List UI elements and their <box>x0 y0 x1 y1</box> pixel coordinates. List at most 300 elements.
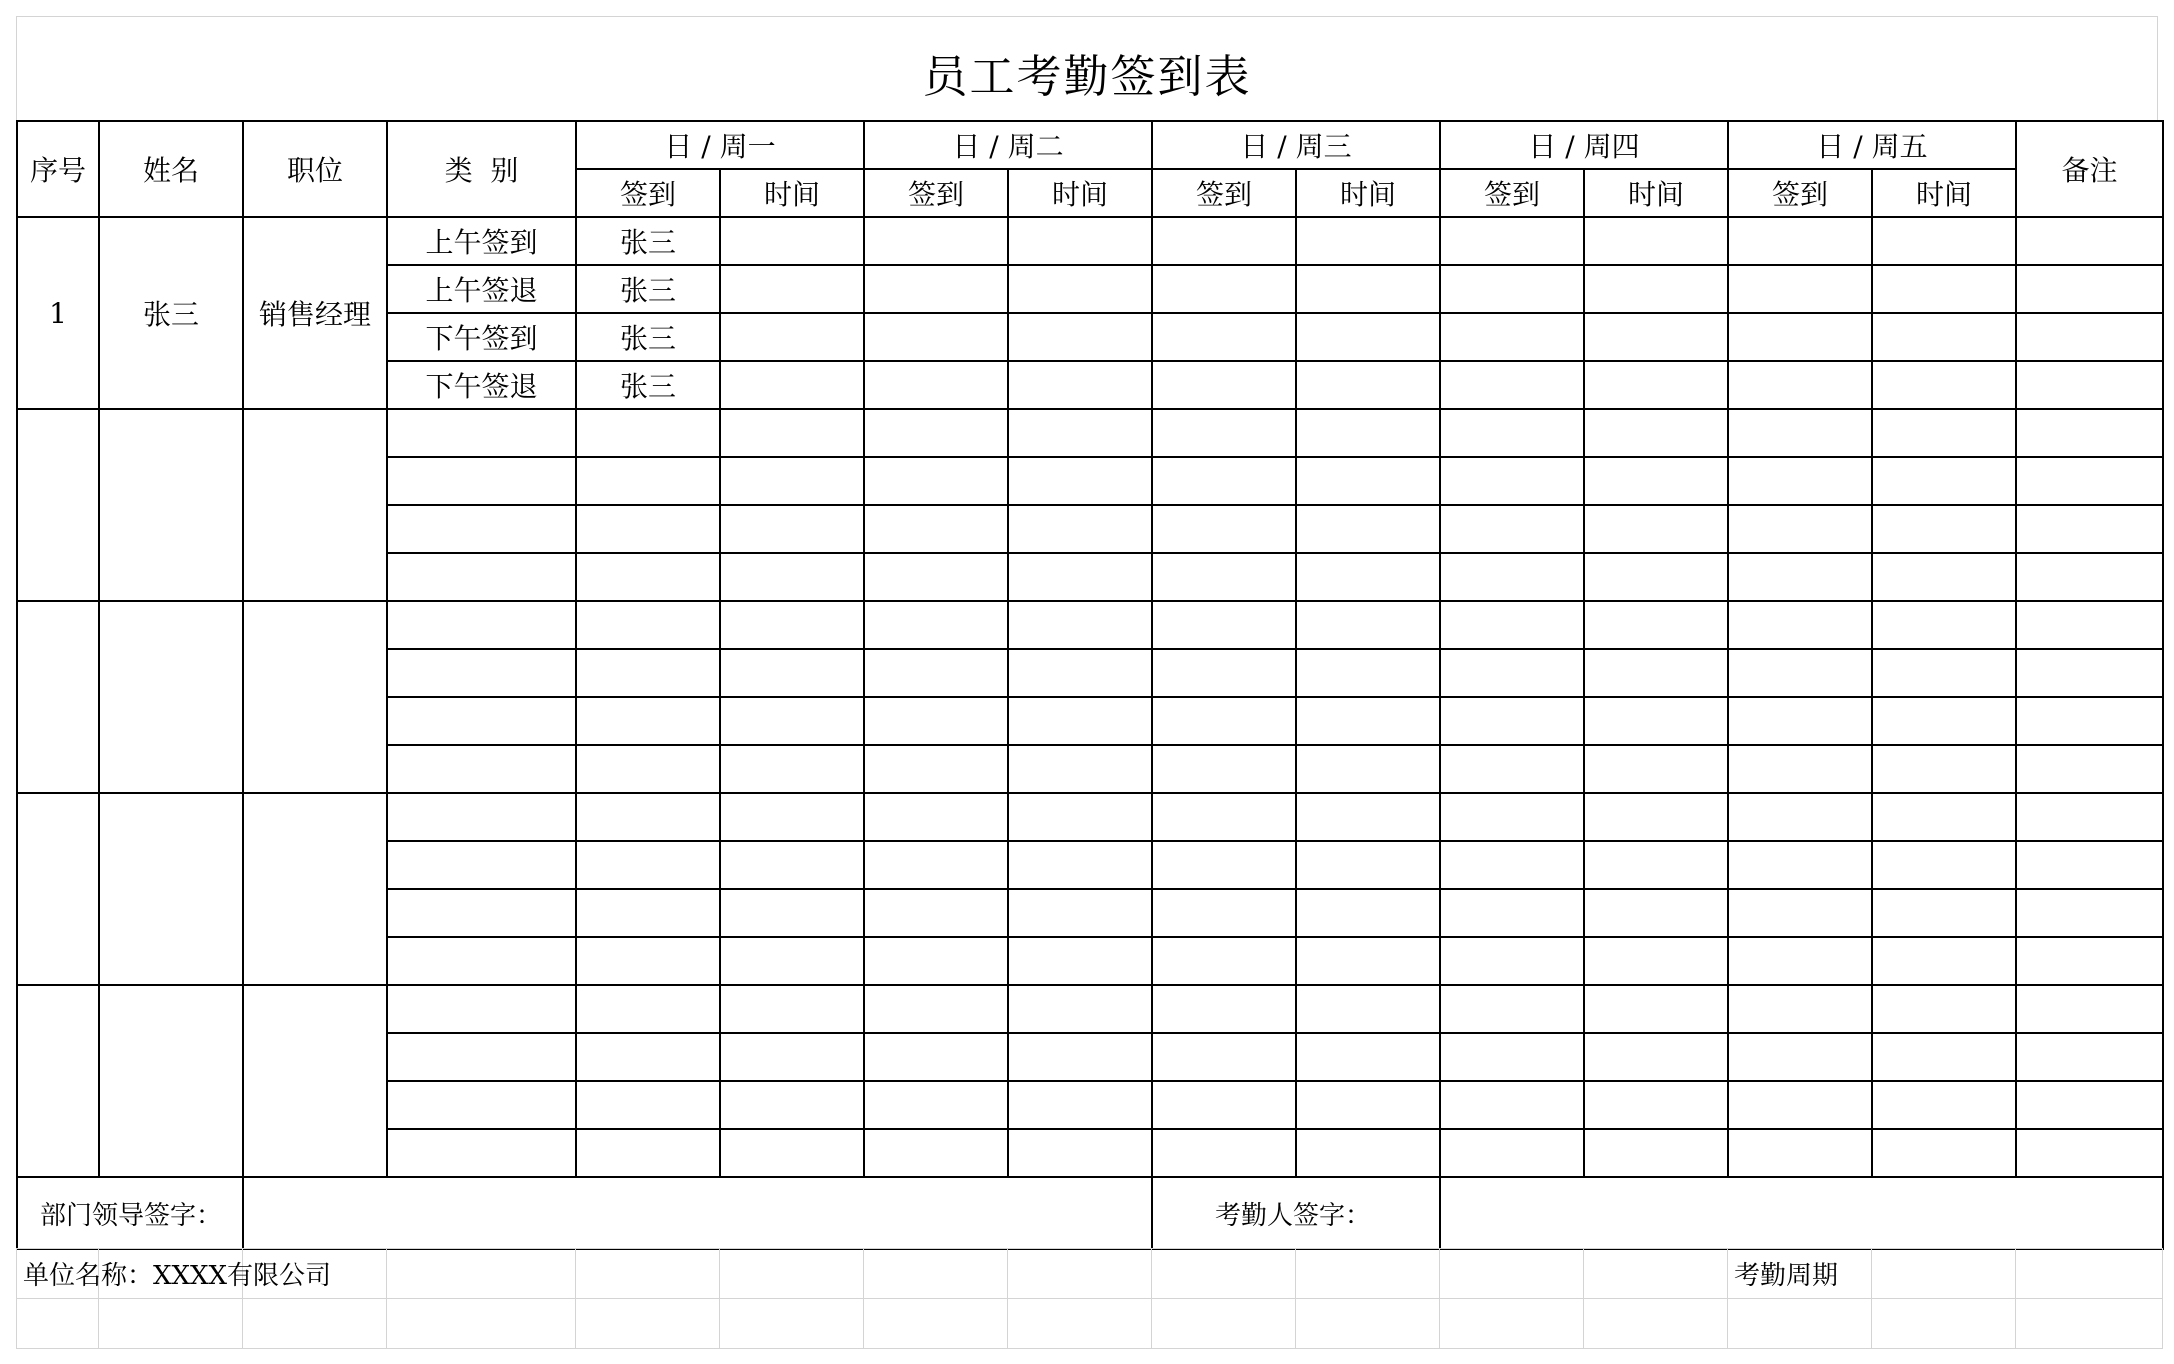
sign-cell <box>1728 361 1872 409</box>
signature-row <box>17 1177 2163 1249</box>
sign-cell <box>864 1129 1008 1177</box>
time-cell <box>720 601 864 649</box>
category-cell <box>387 1033 576 1081</box>
sign-cell: 张三 <box>576 217 720 265</box>
header-time: 时间 <box>1584 169 1728 217</box>
unit-name: 单位名称：XXXX有限公司 <box>17 1249 99 1299</box>
footer-row-2 <box>17 1299 2163 1349</box>
sign-cell <box>1728 937 1872 985</box>
empty-cell <box>1008 1299 1152 1349</box>
sign-cell <box>1152 937 1296 985</box>
category-cell: 上午签到 <box>387 217 576 265</box>
sign-cell <box>576 1081 720 1129</box>
time-cell <box>1296 841 1440 889</box>
category-cell <box>387 409 576 457</box>
sign-cell <box>576 649 720 697</box>
table-row <box>17 793 2163 841</box>
category-cell <box>387 841 576 889</box>
sign-cell <box>1728 217 1872 265</box>
time-cell <box>1584 409 1728 457</box>
header-day-mon: 日 / 周一 <box>576 121 864 169</box>
table-row <box>17 217 2163 265</box>
empty-cell <box>1296 1249 1440 1299</box>
header-sign: 签到 <box>1440 169 1584 217</box>
time-cell <box>1296 505 1440 553</box>
sign-cell <box>1152 697 1296 745</box>
time-cell <box>1296 361 1440 409</box>
time-cell <box>1296 217 1440 265</box>
time-cell <box>1584 601 1728 649</box>
time-cell <box>720 649 864 697</box>
empty-cell <box>720 1249 864 1299</box>
header-sign: 签到 <box>864 169 1008 217</box>
time-cell <box>1584 1081 1728 1129</box>
sign-cell <box>1440 985 1584 1033</box>
remark-cell <box>2016 889 2163 937</box>
time-cell <box>1872 793 2016 841</box>
sign-cell <box>1152 313 1296 361</box>
sign-cell <box>576 553 720 601</box>
remark-cell <box>2016 841 2163 889</box>
time-cell <box>720 505 864 553</box>
sign-cell <box>576 793 720 841</box>
sign-cell <box>864 649 1008 697</box>
time-cell <box>1872 697 2016 745</box>
employee-position: 销售经理 <box>243 217 387 409</box>
time-cell <box>1296 601 1440 649</box>
empty-cell <box>1152 1249 1296 1299</box>
time-cell <box>1296 553 1440 601</box>
sign-cell <box>1440 937 1584 985</box>
time-cell <box>1008 409 1152 457</box>
empty-cell <box>1728 1299 1872 1349</box>
time-cell <box>1584 793 1728 841</box>
empty-cell <box>1152 1299 1296 1349</box>
sign-cell <box>864 841 1008 889</box>
time-cell <box>1872 313 2016 361</box>
header-time: 时间 <box>720 169 864 217</box>
time-cell <box>1584 457 1728 505</box>
time-cell <box>1008 985 1152 1033</box>
time-cell <box>1008 265 1152 313</box>
table-row <box>17 985 2163 1033</box>
sign-cell: 张三 <box>576 265 720 313</box>
time-cell <box>1296 697 1440 745</box>
time-cell <box>1008 841 1152 889</box>
sign-cell <box>864 265 1008 313</box>
employee-seq <box>17 985 99 1177</box>
empty-cell <box>1440 1249 1584 1299</box>
sign-cell <box>1728 457 1872 505</box>
dept-leader-sign-label: 部门领导签字： <box>17 1177 243 1249</box>
remark-cell <box>2016 745 2163 793</box>
sign-cell <box>1440 313 1584 361</box>
sign-cell <box>1152 793 1296 841</box>
remark-cell <box>2016 457 2163 505</box>
employee-seq: 1 <box>17 217 99 409</box>
sign-cell <box>576 601 720 649</box>
empty-cell <box>1584 1299 1728 1349</box>
sign-cell <box>1728 1129 1872 1177</box>
sign-cell <box>1728 313 1872 361</box>
time-cell <box>1872 937 2016 985</box>
time-cell <box>1296 1033 1440 1081</box>
remark-cell <box>2016 601 2163 649</box>
sign-cell <box>1440 409 1584 457</box>
category-cell <box>387 457 576 505</box>
sign-cell <box>864 505 1008 553</box>
empty-cell <box>2016 1249 2163 1299</box>
sign-cell <box>1440 265 1584 313</box>
time-cell <box>1584 889 1728 937</box>
sign-cell <box>1440 793 1584 841</box>
sign-cell <box>1728 697 1872 745</box>
sign-cell <box>1152 841 1296 889</box>
sign-cell <box>1152 457 1296 505</box>
time-cell <box>1584 361 1728 409</box>
time-cell <box>720 1033 864 1081</box>
time-cell <box>1296 937 1440 985</box>
time-cell <box>1296 889 1440 937</box>
time-cell <box>1872 649 2016 697</box>
sign-cell <box>1440 1081 1584 1129</box>
sign-cell <box>864 793 1008 841</box>
header-name: 姓名 <box>99 121 243 217</box>
sign-cell <box>1152 889 1296 937</box>
employee-name: 张三 <box>99 217 243 409</box>
sign-cell <box>1152 505 1296 553</box>
sign-cell <box>864 553 1008 601</box>
remark-cell <box>2016 937 2163 985</box>
time-cell <box>1008 793 1152 841</box>
time-cell <box>1296 265 1440 313</box>
attendance-table <box>16 120 2164 1250</box>
header-day-tue: 日 / 周二 <box>864 121 1152 169</box>
time-cell <box>1296 985 1440 1033</box>
sign-cell: 张三 <box>576 361 720 409</box>
time-cell <box>1872 841 2016 889</box>
header-sign: 签到 <box>1728 169 1872 217</box>
employee-seq <box>17 409 99 601</box>
time-cell <box>720 745 864 793</box>
time-cell <box>1584 313 1728 361</box>
sign-cell <box>576 937 720 985</box>
sign-cell <box>864 313 1008 361</box>
header-sign: 签到 <box>576 169 720 217</box>
sign-cell <box>1440 505 1584 553</box>
time-cell <box>720 889 864 937</box>
time-cell <box>1296 793 1440 841</box>
time-cell <box>720 841 864 889</box>
time-cell <box>720 937 864 985</box>
time-cell <box>720 1081 864 1129</box>
time-cell <box>1584 697 1728 745</box>
time-cell <box>1008 601 1152 649</box>
employee-position <box>243 793 387 985</box>
sign-cell <box>1728 553 1872 601</box>
category-cell <box>387 697 576 745</box>
time-cell <box>1008 745 1152 793</box>
remark-cell <box>2016 697 2163 745</box>
sign-cell <box>1440 361 1584 409</box>
time-cell <box>1296 457 1440 505</box>
sign-cell <box>1728 745 1872 793</box>
header-remark: 备注 <box>2016 121 2163 217</box>
time-cell <box>720 1129 864 1177</box>
remark-cell <box>2016 361 2163 409</box>
remark-cell <box>2016 649 2163 697</box>
header-category: 类 别 <box>387 121 576 217</box>
time-cell <box>1872 553 2016 601</box>
category-cell <box>387 793 576 841</box>
sign-cell <box>576 1129 720 1177</box>
header-sign: 签到 <box>1152 169 1296 217</box>
header-day-wed: 日 / 周三 <box>1152 121 1440 169</box>
time-cell <box>720 553 864 601</box>
header-seq: 序号 <box>17 121 99 217</box>
sign-cell <box>576 745 720 793</box>
empty-cell <box>1584 1249 1728 1299</box>
attendee-sign-label: 考勤人签字： <box>1152 1177 1440 1249</box>
category-cell <box>387 553 576 601</box>
sign-cell <box>1728 1081 1872 1129</box>
time-cell <box>720 697 864 745</box>
time-cell <box>1008 1033 1152 1081</box>
sign-cell <box>1728 265 1872 313</box>
sign-cell <box>864 457 1008 505</box>
header-time: 时间 <box>1872 169 2016 217</box>
category-cell <box>387 1081 576 1129</box>
sign-cell <box>1728 793 1872 841</box>
category-cell: 下午签退 <box>387 361 576 409</box>
sign-cell <box>1440 601 1584 649</box>
employee-name <box>99 793 243 985</box>
category-cell <box>387 889 576 937</box>
sign-cell <box>576 697 720 745</box>
sign-cell <box>576 889 720 937</box>
sign-cell <box>1440 889 1584 937</box>
category-cell <box>387 505 576 553</box>
time-cell <box>1296 1081 1440 1129</box>
time-cell <box>1872 601 2016 649</box>
sign-cell <box>1152 409 1296 457</box>
sign-cell <box>576 985 720 1033</box>
category-cell: 上午签退 <box>387 265 576 313</box>
employee-seq <box>17 601 99 793</box>
time-cell <box>1584 745 1728 793</box>
time-cell <box>720 793 864 841</box>
sign-cell <box>1728 649 1872 697</box>
sign-cell <box>864 937 1008 985</box>
sign-cell <box>864 697 1008 745</box>
title-cell <box>16 16 2158 120</box>
time-cell <box>1872 409 2016 457</box>
time-cell <box>1584 937 1728 985</box>
remark-cell <box>2016 313 2163 361</box>
sign-cell <box>1728 985 1872 1033</box>
empty-cell <box>17 1299 99 1349</box>
time-cell <box>1872 745 2016 793</box>
sign-cell <box>1440 697 1584 745</box>
time-cell <box>1008 649 1152 697</box>
remark-cell <box>2016 217 2163 265</box>
attendance-period-label: 考勤周期 <box>1728 1249 1872 1299</box>
empty-cell <box>99 1299 243 1349</box>
empty-cell <box>243 1299 387 1349</box>
category-cell <box>387 1129 576 1177</box>
time-cell <box>1584 985 1728 1033</box>
time-cell <box>1008 1129 1152 1177</box>
header-day-thu: 日 / 周四 <box>1440 121 1728 169</box>
time-cell <box>720 361 864 409</box>
time-cell <box>1872 265 2016 313</box>
time-cell <box>720 409 864 457</box>
time-cell <box>1008 313 1152 361</box>
time-cell <box>1584 649 1728 697</box>
employee-name <box>99 985 243 1177</box>
page-title: 员工考勤签到表 <box>922 50 1252 103</box>
time-cell <box>1008 1081 1152 1129</box>
sign-cell <box>864 1081 1008 1129</box>
sign-cell <box>1152 553 1296 601</box>
remark-cell <box>2016 1081 2163 1129</box>
employee-name <box>99 409 243 601</box>
remark-cell <box>2016 793 2163 841</box>
sign-cell <box>1728 409 1872 457</box>
employee-position <box>243 985 387 1177</box>
time-cell <box>1584 1033 1728 1081</box>
category-cell <box>387 649 576 697</box>
time-cell <box>1296 409 1440 457</box>
sign-cell <box>864 985 1008 1033</box>
time-cell <box>1872 1033 2016 1081</box>
sign-cell <box>864 1033 1008 1081</box>
time-cell <box>1584 217 1728 265</box>
sign-cell <box>1440 841 1584 889</box>
footer-table <box>16 1248 2163 1349</box>
sign-cell <box>1152 745 1296 793</box>
remark-cell <box>2016 409 2163 457</box>
empty-cell <box>864 1249 1008 1299</box>
employee-position <box>243 601 387 793</box>
sign-cell: 张三 <box>576 313 720 361</box>
time-cell <box>1872 361 2016 409</box>
remark-cell <box>2016 505 2163 553</box>
sign-cell <box>864 361 1008 409</box>
empty-cell <box>576 1299 720 1349</box>
sign-cell <box>1152 1081 1296 1129</box>
time-cell <box>1872 889 2016 937</box>
empty-cell <box>1296 1299 1440 1349</box>
sign-cell <box>1440 745 1584 793</box>
empty-cell <box>387 1299 576 1349</box>
remark-cell <box>2016 265 2163 313</box>
sign-cell <box>576 841 720 889</box>
time-cell <box>1008 505 1152 553</box>
time-cell <box>1296 313 1440 361</box>
time-cell <box>1872 985 2016 1033</box>
time-cell <box>1008 361 1152 409</box>
sign-cell <box>864 409 1008 457</box>
sign-cell <box>576 1033 720 1081</box>
category-cell: 下午签到 <box>387 313 576 361</box>
employee-position <box>243 409 387 601</box>
time-cell <box>1008 217 1152 265</box>
empty-cell <box>864 1299 1008 1349</box>
sign-cell <box>1152 601 1296 649</box>
sign-cell <box>1728 1033 1872 1081</box>
time-cell <box>720 313 864 361</box>
sign-cell <box>1440 457 1584 505</box>
sign-cell <box>1440 1129 1584 1177</box>
category-cell <box>387 985 576 1033</box>
sign-cell <box>576 505 720 553</box>
time-cell <box>720 217 864 265</box>
remark-cell <box>2016 1129 2163 1177</box>
time-cell <box>1008 937 1152 985</box>
time-cell <box>1872 457 2016 505</box>
time-cell <box>1584 841 1728 889</box>
remark-cell <box>2016 553 2163 601</box>
sign-cell <box>1440 1033 1584 1081</box>
header-position: 职位 <box>243 121 387 217</box>
category-cell <box>387 601 576 649</box>
time-cell <box>720 265 864 313</box>
sign-cell <box>576 457 720 505</box>
empty-cell <box>576 1249 720 1299</box>
empty-cell <box>1872 1249 2016 1299</box>
time-cell <box>720 985 864 1033</box>
sign-cell <box>1440 553 1584 601</box>
header-day-fri: 日 / 周五 <box>1728 121 2016 169</box>
sign-cell <box>864 889 1008 937</box>
empty-cell <box>2016 1299 2163 1349</box>
time-cell <box>1296 1129 1440 1177</box>
employee-name <box>99 601 243 793</box>
sign-cell <box>1152 1033 1296 1081</box>
table-row <box>17 409 2163 457</box>
employee-seq <box>17 793 99 985</box>
time-cell <box>1008 697 1152 745</box>
time-cell <box>1584 1129 1728 1177</box>
remark-cell <box>2016 985 2163 1033</box>
dept-leader-sign-field <box>243 1177 1152 1249</box>
time-cell <box>1872 217 2016 265</box>
time-cell <box>1296 649 1440 697</box>
attendee-sign-field <box>1440 1177 2163 1249</box>
empty-cell <box>720 1299 864 1349</box>
sign-cell <box>1440 649 1584 697</box>
header-row-1 <box>17 121 2163 169</box>
table-row <box>17 601 2163 649</box>
time-cell <box>1872 1129 2016 1177</box>
category-cell <box>387 745 576 793</box>
sign-cell <box>1152 265 1296 313</box>
sign-cell <box>1728 841 1872 889</box>
sign-cell <box>864 745 1008 793</box>
empty-cell <box>1872 1299 2016 1349</box>
time-cell <box>1008 889 1152 937</box>
category-cell <box>387 937 576 985</box>
time-cell <box>1584 265 1728 313</box>
time-cell <box>1872 505 2016 553</box>
empty-cell <box>1008 1249 1152 1299</box>
empty-cell <box>387 1249 576 1299</box>
time-cell <box>1296 745 1440 793</box>
time-cell <box>720 457 864 505</box>
time-cell <box>1008 553 1152 601</box>
header-time: 时间 <box>1296 169 1440 217</box>
